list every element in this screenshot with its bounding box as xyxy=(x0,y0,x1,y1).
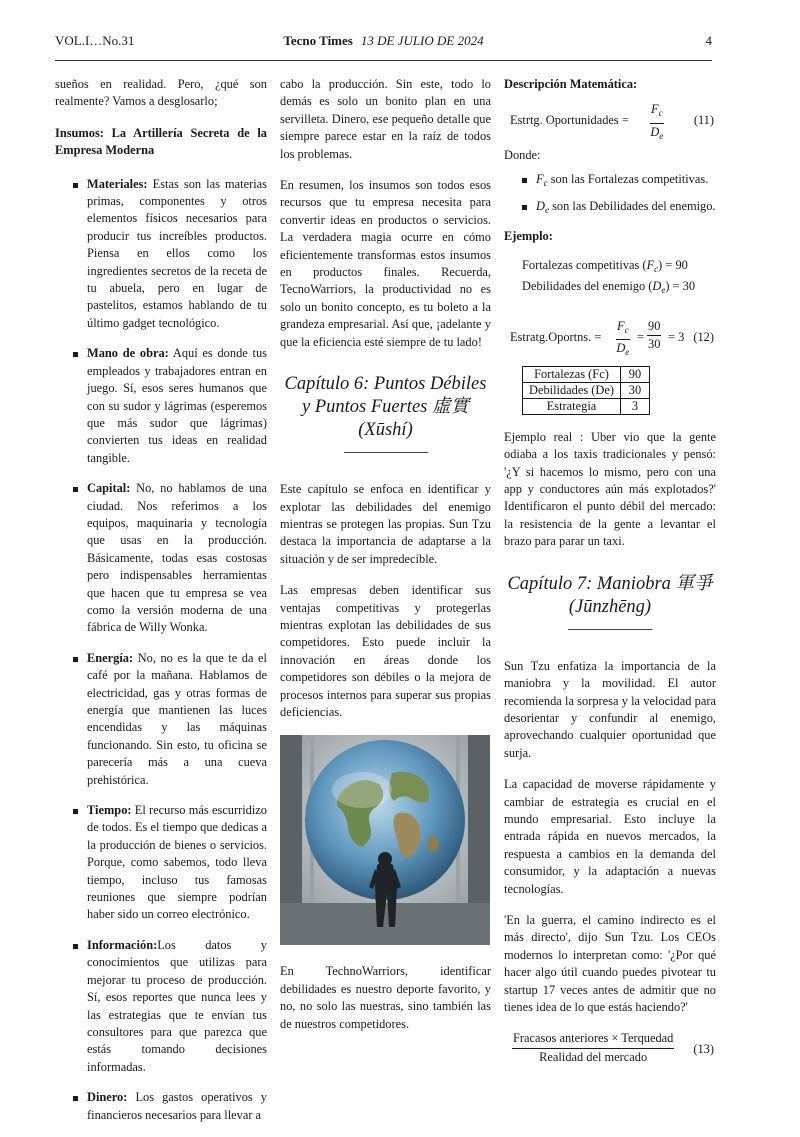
math-heading: Descripción Matemática: xyxy=(504,77,638,91)
chapter-6-paragraph: En TechnoWarriors, identificar debilidades es nuestro deporte favorito, y no, no solo las nuestras, sino también las de nuestros competidores. xyxy=(280,964,491,1031)
paper-name: Tecno Times xyxy=(283,33,353,48)
eq-number: (11) xyxy=(693,113,714,128)
example-line xyxy=(522,257,716,278)
bullet-icon xyxy=(73,1096,78,1101)
list-item xyxy=(55,1089,267,1124)
volume-label: VOL.I…No.31 xyxy=(55,33,135,48)
chapter-7-paragraph: Sun Tzu enfatiza la importancia de la maniobra y la movilidad. El autor recomienda la sorpresa y la velocidad para desorientar y confundir al enemigo, aprovechando cualquier oportunidad que surja. xyxy=(504,658,716,760)
eq-fraction xyxy=(616,318,630,362)
symbol: $D_e$ xyxy=(652,279,666,296)
table-row xyxy=(523,398,650,414)
section-heading: Insumos: La Artillería Secreta de la Empresa Moderna xyxy=(55,125,267,158)
item-term: Energía: xyxy=(87,650,134,665)
item-term: Información: xyxy=(87,937,158,952)
example-label: Fortalezas competitivas ( xyxy=(522,258,647,273)
real-example-paragraph: Ejemplo real : Uber vio que la gente odiaba a los taxis tradicionales y pensó: '¿Y si hacemos lo mismo, pero con una app y conductores aún más explotados?' Identificaron el punto débil del mercado: la resistencia de la gente a levantar el brazo para parar un taxi. xyxy=(504,429,716,549)
bullet-icon xyxy=(73,352,78,357)
illustration-svg xyxy=(280,735,490,945)
symbol: $D_e$ xyxy=(536,199,549,216)
example-value: ) = 90 xyxy=(658,258,688,273)
bullet-icon xyxy=(73,657,78,662)
column-3 xyxy=(504,76,716,1078)
item-text: Los datos y conocimientos que utilizas para mejorar tu proceso de producción. Sí, esos reportes que nunca lees y las estrategias que te envían tus consultores para que parezca que estás tomando decisiones informadas. xyxy=(87,937,267,1074)
list-item xyxy=(55,937,267,1076)
definition-text: son las Debilidades del enemigo. xyxy=(552,199,716,214)
table-cell: Debilidades (De) xyxy=(523,382,621,398)
example-value: ) = 30 xyxy=(665,279,696,294)
chapter-7-title: Capítulo 7: Maniobra 軍爭 (Jūnzhēng) xyxy=(507,573,713,617)
table-cell: 3 xyxy=(620,398,649,414)
chapter-6-paragraph: Este capítulo se enfoca en identificar y explotar las debilidades del enemigo mientras se protegen las propias. Sun Tzu destaca la importancia de adaptarse a la situación y de ser impredecible. xyxy=(280,482,491,566)
continued-paragraph: cabo la producción. Sin este, todo lo demás es solo un bonito plan en una servilleta. Dinero, ese pequeño detalle que siempre parece estar en la raíz de todos los problemas. xyxy=(280,77,491,161)
list-item xyxy=(504,171,716,192)
item-text: Estas son las materias primas, componentes y otros elementos físicos necesarios para producir tus increíbles productos. Piensa en ellos como los ingredientes secretos de la receta de tu abuela, pero en lugar de pastelitos, estamos hablando de tu último gadget tecnológico. xyxy=(87,176,267,330)
definitions-list xyxy=(504,171,716,220)
list-item xyxy=(55,802,267,924)
page-header xyxy=(55,33,712,53)
chapter-6-title: Capítulo 6: Puntos Débiles y Puntos Fuertes 虛實 (Xūshí) xyxy=(284,374,487,441)
page-number: 4 xyxy=(705,33,712,48)
equation-11 xyxy=(504,101,716,139)
item-text: Aquí es donde tus empleados y trabajadores entran en juego. Sí, esos seres humanos que con su sudor y lágrimas (esperemos que más sudor que lágrimas) convierten tus ideas en realidad tangible. xyxy=(87,346,267,465)
item-text: Los gastos operativos y financieros necesarios para llevar a xyxy=(87,1090,267,1122)
masthead xyxy=(55,33,712,49)
item-term: Dinero: xyxy=(87,1090,128,1105)
chapter-divider xyxy=(344,452,428,453)
item-term: Capital: xyxy=(87,481,131,496)
definition-text: son las Fortalezas competitivas. xyxy=(550,171,709,186)
eq-denominator: 30 xyxy=(648,337,661,352)
bullet-icon xyxy=(73,944,78,949)
chapter-7-paragraph: La capacidad de moverse rápidamente y cambiar de estrategia es crucial en el mundo empresarial. Esto incluye la entrada rápida en nuevos mercados, la respuesta a cambios en la demanda del consumidor, y la adaptación a nuevas tecnologías. xyxy=(504,777,716,896)
table-cell: 30 xyxy=(620,382,649,398)
example-heading: Ejemplo: xyxy=(504,228,553,243)
list-item xyxy=(55,345,267,467)
bullet-icon xyxy=(522,178,527,183)
eq-fraction-values xyxy=(647,318,661,354)
bullet-icon xyxy=(522,205,527,210)
issue-date: 13 DE JULIO DE 2024 xyxy=(360,33,484,48)
item-text: El recurso más escurridizo de todos. Es el tiempo que dedicas a la producción de bienes o servicios. Porque, como sabemos, todo lleva tiempo, incluso tus famosas reuniones que siempre podrían haber sido un correo electrónico. xyxy=(87,803,267,922)
inputs-list xyxy=(55,176,267,1124)
donde-label: Donde: xyxy=(504,148,541,163)
example-values xyxy=(504,257,716,300)
symbol: $F_c$ xyxy=(646,258,659,275)
item-term: Materiales: xyxy=(87,176,148,191)
header-rule xyxy=(55,60,712,61)
eq-denominator: $D_e$ xyxy=(616,341,630,358)
example-table xyxy=(522,366,650,415)
equation-13 xyxy=(504,1030,716,1070)
chapter-7-paragraph: 'En la guerra, el camino indirecto es el más directo', dijo Sun Tzu. Los CEOs modernos lo interpretan como: '¿Por qué hacer algo útil cuando puedes pivotear tu startup 17 veces antes de admitir que no tienes idea de lo que estás haciendo?' xyxy=(504,912,716,1014)
eq-equals: = xyxy=(637,329,644,344)
eq-denominator: $D_e$ xyxy=(650,124,664,141)
table-row xyxy=(523,382,650,398)
column-2 xyxy=(280,76,491,1047)
column-1 xyxy=(55,76,267,1137)
table-cell: Estrategia xyxy=(523,398,621,414)
equation-12 xyxy=(504,318,716,358)
bullet-icon xyxy=(73,487,78,492)
item-term: Mano de obra: xyxy=(87,346,169,361)
eq-fraction xyxy=(650,101,664,145)
symbol: $F_c$ xyxy=(536,171,548,188)
example-line xyxy=(522,278,716,299)
list-item xyxy=(55,176,267,333)
eq-result: = 3 xyxy=(668,329,685,344)
intro-paragraph: sueños en realidad. Pero, ¿qué son realmente? Vamos a desglosarlo; xyxy=(55,77,267,109)
item-term: Tiempo: xyxy=(87,803,132,818)
eq-numerator: 90 xyxy=(647,318,661,336)
table-row xyxy=(523,366,650,382)
eq-lhs: Estrtg. Oportunidades = xyxy=(510,113,629,128)
item-text: No, no hablamos de una ciudad. Nos referimos a los equipos, maquinaria y tecnología que usas en la producción. Básicamente, todas esas costosas pero indispensables herramientas que hacen que tu empresa se vea como la versión moderna de una fábrica de Willy Wonka. xyxy=(87,481,267,635)
list-item xyxy=(55,480,267,637)
globe-businessman-image xyxy=(280,735,490,945)
summary-paragraph: En resumen, los insumos son todos esos recursos que tu empresa necesita para convertir ideas en productos o servicios. La verdadera magia ocurre en cómo eficientemente transformas estos insumos en productos finales. Recuerda, TecnoWarriors, la productividad no es solo un bonito concepto, es tu boleto a la grandeza empresarial. Así que, ¡adelante y que la eficiencia esté siempre de tu lado! xyxy=(280,178,491,349)
table-cell: Fortalezas (Fc) xyxy=(523,366,621,382)
table-cell: 90 xyxy=(620,366,649,382)
eq-denominator: Realidad del mercado xyxy=(539,1049,648,1064)
item-text: No, no es la que te da el café por la mañana. Hablamos de electricidad, gas y otras formas de energía que mantienen las luces encendidas y las máquinas funcionando. Sin esto, tu oficina se parecería más a una cueva prehistórica. xyxy=(87,650,267,787)
list-item xyxy=(504,198,716,219)
eq-numerator: $F_c$ xyxy=(650,101,664,123)
eq-number: (13) xyxy=(693,1042,714,1057)
bullet-icon xyxy=(73,183,78,188)
eq-number: (12) xyxy=(693,329,714,344)
list-item xyxy=(55,650,267,789)
example-label: Debilidades del enemigo ( xyxy=(522,279,653,294)
eq-numerator: Fracasos anteriores × Terquedad xyxy=(512,1030,674,1048)
chapter-6-paragraph: Las empresas deben identificar sus ventajas competitivas y protegerlas mientras explotan las debilidades de sus competidores. Esto puede incluir la innovación en áreas donde los competidores son débiles o la mejora de procesos internos para superar sus propias deficiencias. xyxy=(280,583,491,719)
eq-numerator: $F_c$ xyxy=(616,318,630,340)
bullet-icon xyxy=(73,809,78,814)
chapter-divider xyxy=(568,629,652,630)
eq-fraction xyxy=(512,1030,674,1066)
eq-lhs: Estratg.Oportns. = xyxy=(510,329,602,344)
